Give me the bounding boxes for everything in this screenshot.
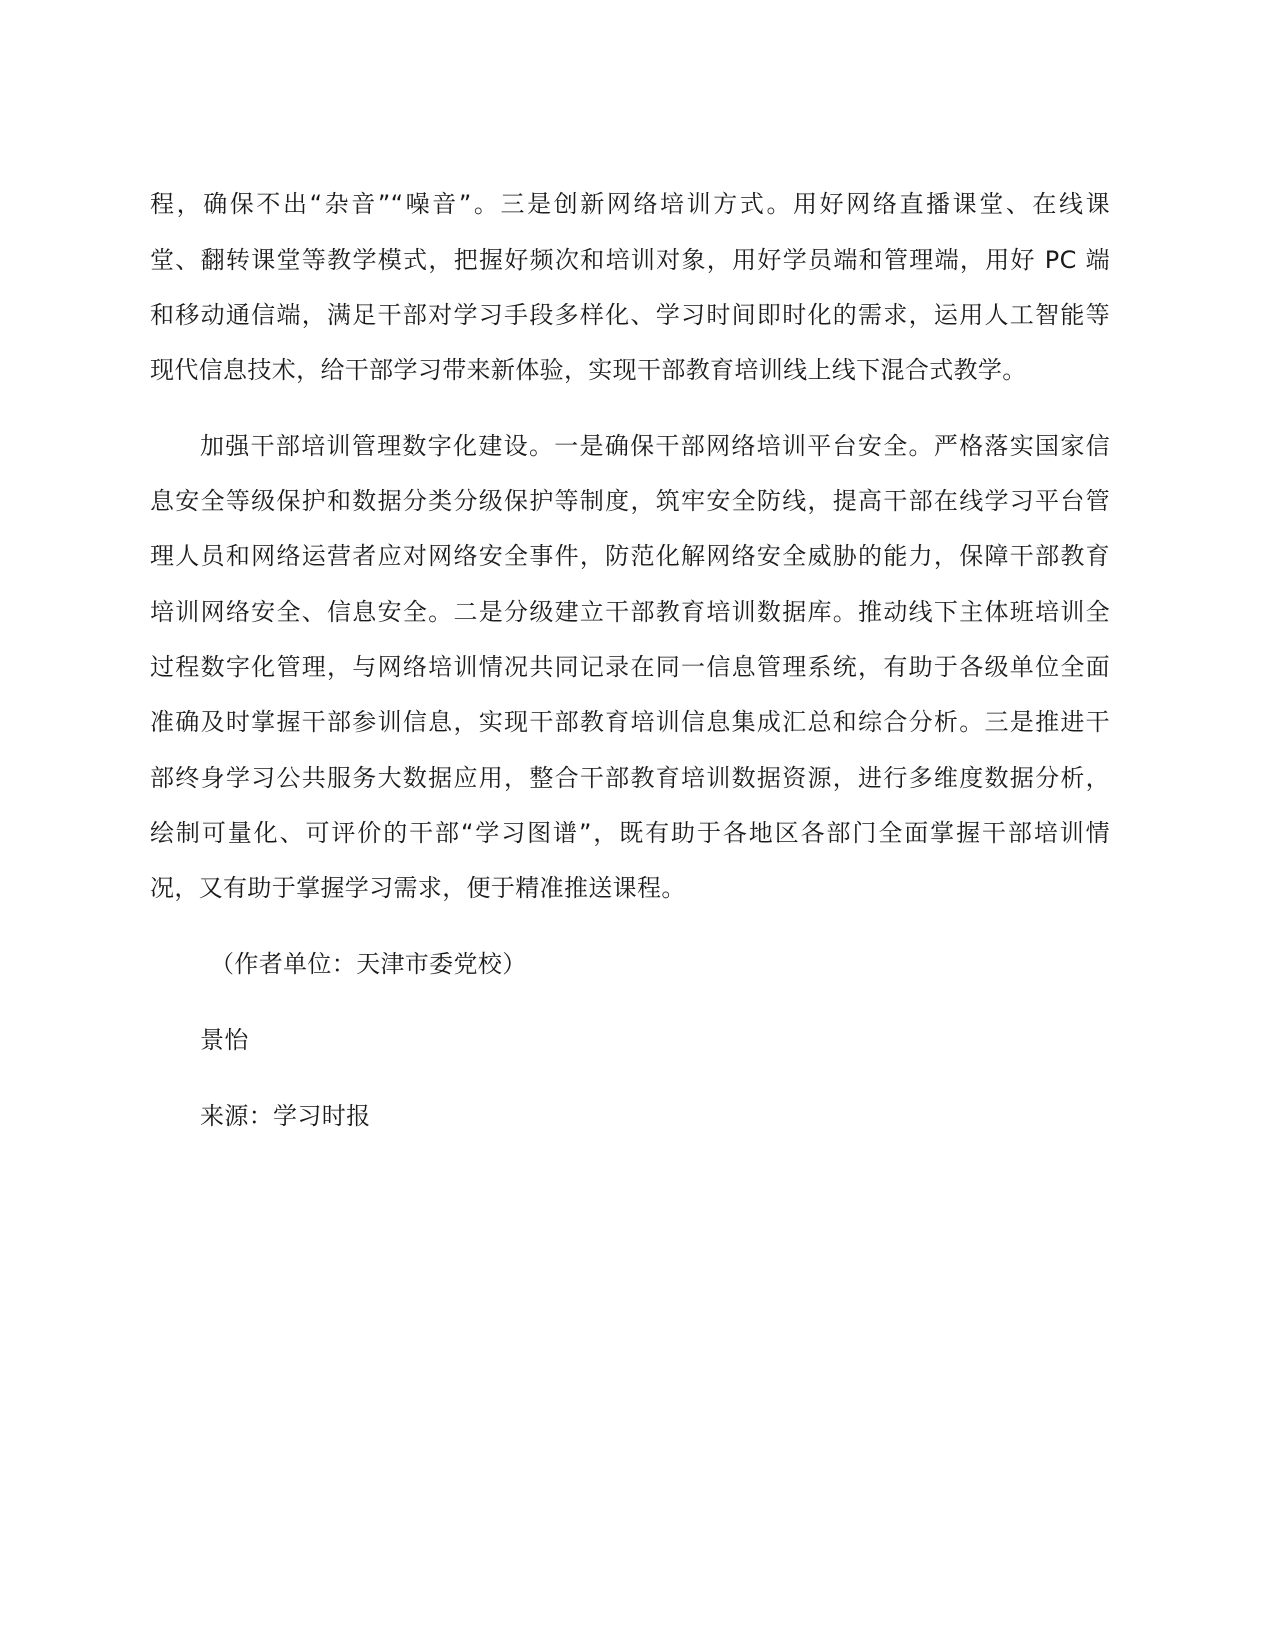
- source-line: 来源：学习时报: [200, 1102, 371, 1130]
- paragraph-1-line-2: 堂、翻转课堂等教学模式，把握好频次和培训对象，用好学员端和管理端，用好 PC 端: [150, 246, 1110, 274]
- paragraph-2-line-7: 部终身学习公共服务大数据应用，整合干部教育培训数据资源，进行多维度数据分析，: [150, 764, 1110, 792]
- paragraph-2-line-6: 准确及时掌握干部参训信息，实现干部教育培训信息集成汇总和综合分析。三是推进干: [150, 708, 1110, 736]
- paragraph-2-line-2: 息安全等级保护和数据分类分级保护等制度，筑牢安全防线，提高干部在线学习平台管: [150, 487, 1110, 515]
- paragraph-2-line-5: 过程数字化管理，与网络培训情况共同记录在同一信息管理系统，有助于各级单位全面: [150, 653, 1110, 681]
- author-unit: （作者单位：天津市委党校）: [210, 950, 527, 978]
- paragraph-1-line-4: 现代信息技术，给干部学习带来新体验，实现干部教育培训线上线下混合式教学。: [150, 356, 1027, 384]
- paragraph-1-line-3: 和移动通信端，满足干部对学习手段多样化、学习时间即时化的需求，运用人工智能等: [150, 301, 1110, 329]
- author-name: 景怡: [200, 1026, 249, 1054]
- paragraph-2-line-8: 绘制可量化、可评价的干部“学习图谱”，既有助于各地区各部门全面掌握干部培训情: [150, 819, 1110, 847]
- paragraph-2-line-1: 加强干部培训管理数字化建设。一是确保干部网络培训平台安全。严格落实国家信: [200, 432, 1110, 460]
- paragraph-2-line-3: 理人员和网络运营者应对网络安全事件，防范化解网络安全威胁的能力，保障干部教育: [150, 542, 1110, 570]
- paragraph-2-line-9: 况，又有助于掌握学习需求，便于精准推送课程。: [150, 874, 686, 902]
- paragraph-2-line-4: 培训网络安全、信息安全。二是分级建立干部教育培训数据库。推动线下主体班培训全: [150, 598, 1110, 626]
- paragraph-1-line-1: 程，确保不出“杂音”“噪音”。三是创新网络培训方式。用好网络直播课堂、在线课: [150, 190, 1110, 218]
